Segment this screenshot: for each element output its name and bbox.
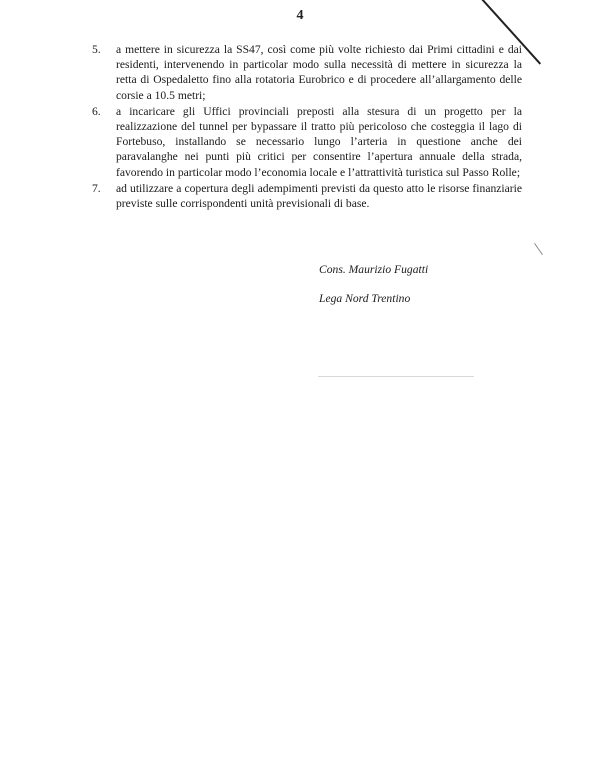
list-item	[86, 181, 522, 211]
list-item	[86, 42, 522, 103]
page-number: 4	[296, 8, 304, 23]
item-number: 5.	[92, 43, 101, 56]
item-text: ad utilizzare a copertura degli adempimenti previsti da questo atto le risorse finanziarie previste sulle corrispondenti unità previsionali di base.	[116, 181, 522, 211]
list-item	[86, 104, 522, 180]
signature-party: Lega Nord Trentino	[319, 292, 411, 305]
item-number: 6.	[92, 104, 101, 118]
resolution-list	[86, 42, 522, 212]
item-text: a incaricare gli Uffici provinciali preposti alla stesura di un progetto per la realizzazione del tunnel per bypassare il tratto più pericoloso che costeggia il lago di Fortebuso, installando se necessario lungo l’arteria in questione anche dei paravalanghe nei punti più critici per consentire l’apertura annuale della strada, favorendo in particolar modo l’economia locale e l’attrattività turistica sul Passo Rolle;	[116, 104, 522, 179]
signature-name: Cons. Maurizio Fugatti	[319, 263, 429, 276]
item-number: 7.	[92, 181, 101, 195]
scan-artifact-line-small	[534, 243, 543, 255]
item-text: a mettere in sicurezza la SS47, così come più volte richiesto dai Primi cittadini e dai residenti, intervenendo in particolar modo sulla necessità di mettere in sicurezza la retta di Ospedaletto fino alla rotatoria Eurobrico e di procedere all’allargamento delle corsie a 10.5 metri;	[116, 43, 522, 102]
scan-smudge	[318, 376, 474, 377]
